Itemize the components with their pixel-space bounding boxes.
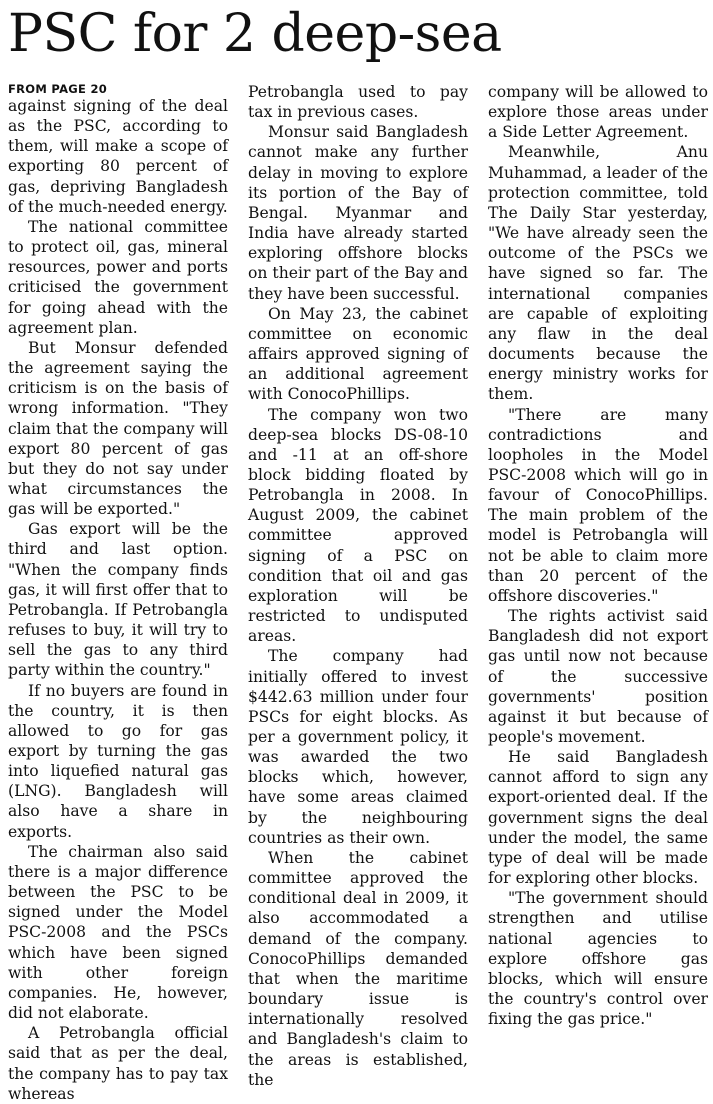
paragraph: If no buyers are found in the country, it is then allowed to go for gas export by turning the gas into liquefied natural gas (LNG). Bangladesh will also have a share in exports.	[8, 681, 228, 841]
continued-from-label: FROM PAGE 20	[8, 82, 108, 96]
paragraph: Gas export will be the third and last option. "When the company finds gas, it will first offer that to Petrobangla. If Petrobangla refuses to buy, it will try to sell the gas to any third party within the country."	[8, 520, 228, 680]
paragraph: Petrobangla used to pay tax in previous cases.	[248, 83, 468, 122]
paragraph: "The government should strengthen and utilise national agencies to explore offshore gas blocks, which will ensure the country's control over fixing the gas price."	[488, 889, 708, 1029]
paragraph: company will be allowed to explore those areas under a Side Letter Agreement.	[488, 83, 708, 142]
paragraph: But Monsur defended the agreement saying the criticism is on the basis of wrong information. "They claim that the company will export 80 percent of gas but they do not say under what circumstances the gas will be exported."	[8, 338, 228, 519]
article-column-3	[488, 82, 708, 1029]
paragraph: The rights activist said Bangladesh did not export gas until now not because of the successive governments' position against it but because of people's movement.	[488, 607, 708, 746]
article-column-1	[8, 82, 228, 1103]
paragraph: He said Bangladesh cannot afford to sign any export-oriented deal. If the government signs the deal under the model, the same type of deal will be made for exploring other blocks.	[488, 748, 708, 888]
paragraph: On May 23, the cabinet committee on economic affairs approved signing of an additional agreement with ConocoPhillips.	[248, 304, 468, 404]
paragraph: When the cabinet committee approved the conditional deal in 2009, it also accommodated a demand of the company. ConocoPhillips demanded that when the maritime boundary issue is internationally resolved and Bangladesh's claim to the areas is established, the	[248, 848, 468, 1089]
paragraph: The company won two deep-sea blocks DS-08-10 and -11 at an off-shore block bidding floated by Petrobangla in 2008. In August 2009, the cabinet committee approved signing of a PSC on condition that oil and gas exploration will be restricted to undisputed areas.	[248, 405, 468, 646]
paragraph: A Petrobangla official said that as per the deal, the company has to pay tax whereas	[8, 1024, 228, 1103]
paragraph: Monsur said Bangladesh cannot make any further delay in moving to explore its portion of the Bay of Bengal. Myanmar and India have already started exploring offshore blocks on their part of the Bay and they have been successful.	[248, 123, 468, 303]
paragraph: Meanwhile, Anu Muhammad, a leader of the protection committee, told The Daily Star yesterday, "We have already seen the outcome of the PSCs we have signed so far. The international companies are capable of exploiting any flaw in the deal documents because the energy ministry works for them.	[488, 143, 708, 404]
paragraph: The company had initially offered to invest $442.63 million under four PSCs for eight blocks. As per a government policy, it was awarded the two blocks which, however, have some areas claimed by the neighbouring countries as their own.	[248, 647, 468, 847]
paragraph: against signing of the deal as the PSC, according to them, will make a scope of exporting 80 percent of gas, depriving Bangladesh of the much-needed energy.	[8, 97, 228, 216]
headline: PSC for 2 deep-sea	[8, 4, 502, 64]
article-column-2	[248, 82, 468, 1089]
paragraph: The chairman also said there is a major difference between the PSC to be signed under the Model PSC-2008 and the PSCs which have been signed with other foreign companies. He, however, did not elaborate.	[8, 842, 228, 1023]
paragraph: "There are many contradictions and loopholes in the Model PSC-2008 which will go in favour of ConocoPhillips. The main problem of the model is Petrobangla will not be able to claim more than 20 percent of the offshore discoveries."	[488, 405, 708, 605]
paragraph: The national committee to protect oil, gas, mineral resources, power and ports criticised the government for going ahead with the agreement plan.	[8, 217, 228, 337]
